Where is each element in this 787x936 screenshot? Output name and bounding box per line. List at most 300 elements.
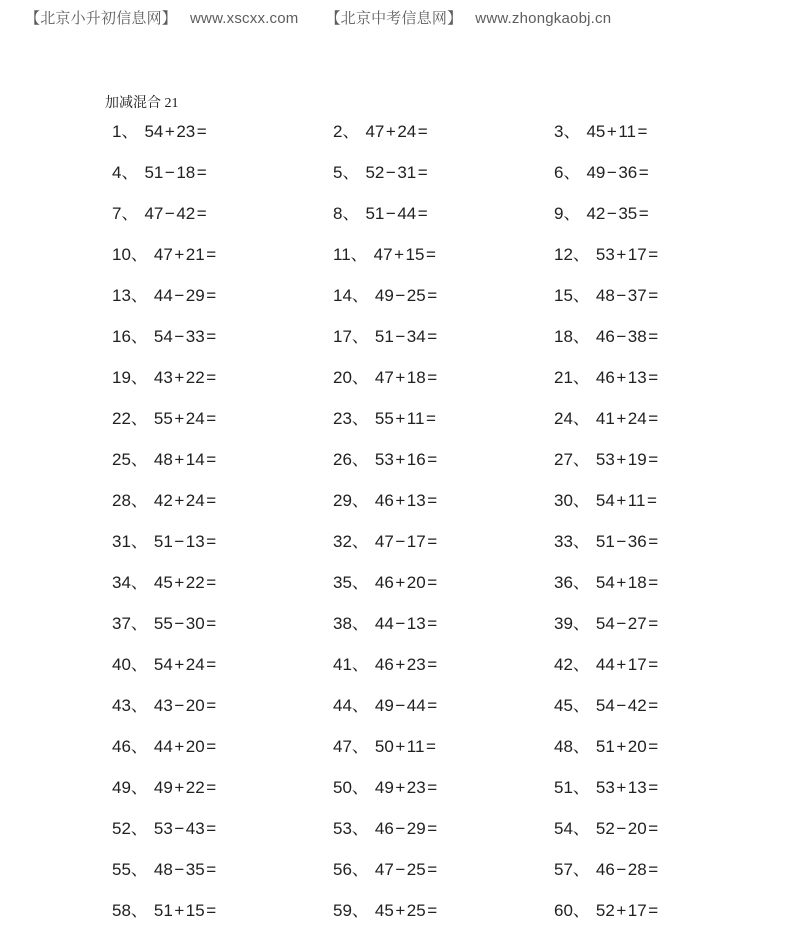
- operand-b: 18: [627, 573, 647, 592]
- equals-sign: =: [648, 573, 659, 592]
- operand-a: 54: [595, 614, 615, 633]
- site2-url: www.zhongkaobj.cn: [475, 10, 612, 27]
- operator: −: [174, 614, 185, 633]
- operand-b: 35: [618, 204, 638, 223]
- problems-grid: [112, 111, 775, 931]
- equals-sign: =: [427, 286, 438, 305]
- operand-a: 51: [153, 532, 173, 551]
- operator: +: [616, 491, 627, 510]
- operand-b: 23: [176, 122, 196, 141]
- equals-sign: =: [648, 737, 659, 756]
- operand-b: 15: [185, 901, 205, 920]
- operand-b: 24: [185, 491, 205, 510]
- problem-number: 1、: [112, 122, 139, 141]
- equals-sign: =: [638, 163, 649, 182]
- operand-b: 29: [406, 819, 426, 838]
- operand-b: 35: [185, 860, 205, 879]
- problem-item: [554, 369, 775, 386]
- equals-sign: =: [206, 491, 217, 510]
- problem-number: 46、: [112, 737, 148, 756]
- operand-a: 54: [595, 491, 615, 510]
- problem-number: 38、: [333, 614, 369, 633]
- problem-item: [112, 738, 333, 755]
- problem-item: [112, 410, 333, 427]
- operand-b: 36: [627, 532, 647, 551]
- problem-number: 5、: [333, 163, 360, 182]
- operator: −: [174, 286, 185, 305]
- operand-b: 17: [627, 655, 647, 674]
- operand-a: 55: [153, 409, 173, 428]
- problem-number: 10、: [112, 245, 148, 264]
- operand-b: 27: [627, 614, 647, 633]
- operator: +: [616, 901, 627, 920]
- operator: +: [395, 409, 406, 428]
- operator: +: [395, 901, 406, 920]
- operand-b: 13: [627, 368, 647, 387]
- equals-sign: =: [425, 409, 436, 428]
- equals-sign: =: [648, 327, 659, 346]
- operand-b: 22: [185, 368, 205, 387]
- operand-b: 13: [627, 778, 647, 797]
- problem-item: [333, 492, 554, 509]
- site1-name: 【北京小升初信息网】: [25, 10, 178, 27]
- problem-number: 50、: [333, 778, 369, 797]
- operand-a: 47: [153, 245, 173, 264]
- operator: −: [395, 532, 406, 551]
- equals-sign: =: [417, 204, 428, 223]
- problem-number: 52、: [112, 819, 148, 838]
- operand-a: 49: [153, 778, 173, 797]
- equals-sign: =: [417, 122, 428, 141]
- operand-a: 44: [595, 655, 615, 674]
- operand-b: 25: [406, 901, 426, 920]
- problem-number: 43、: [112, 696, 148, 715]
- operator: +: [616, 778, 627, 797]
- problem-item: [333, 328, 554, 345]
- problem-item: [112, 369, 333, 386]
- operand-a: 54: [153, 655, 173, 674]
- problem-item: [112, 492, 333, 509]
- problem-item: [112, 123, 333, 140]
- problem-number: 56、: [333, 860, 369, 879]
- problem-number: 55、: [112, 860, 148, 879]
- operand-a: 46: [374, 819, 394, 838]
- operand-b: 44: [406, 696, 426, 715]
- problem-item: [333, 738, 554, 755]
- equals-sign: =: [196, 122, 207, 141]
- operand-b: 38: [627, 327, 647, 346]
- problem-item: [333, 615, 554, 632]
- problem-item: [112, 164, 333, 181]
- problem-item: [333, 410, 554, 427]
- operator: +: [174, 737, 185, 756]
- operand-b: 11: [618, 122, 636, 141]
- operator: +: [616, 409, 627, 428]
- operand-b: 24: [185, 655, 205, 674]
- operator: +: [174, 491, 185, 510]
- operand-a: 52: [595, 819, 615, 838]
- problem-number: 3、: [554, 122, 581, 141]
- problem-item: [333, 902, 554, 919]
- problem-number: 35、: [333, 573, 369, 592]
- equals-sign: =: [648, 696, 659, 715]
- operand-a: 49: [374, 286, 394, 305]
- operator: −: [164, 163, 175, 182]
- operand-b: 33: [185, 327, 205, 346]
- equals-sign: =: [648, 860, 659, 879]
- operator: −: [395, 860, 406, 879]
- problem-item: [333, 861, 554, 878]
- equals-sign: =: [206, 245, 217, 264]
- operand-a: 54: [595, 573, 615, 592]
- operator: +: [606, 122, 617, 141]
- problem-number: 36、: [554, 573, 590, 592]
- problem-item: [112, 574, 333, 591]
- problem-item: [554, 820, 775, 837]
- problem-number: 33、: [554, 532, 590, 551]
- operand-a: 45: [374, 901, 394, 920]
- operator: −: [395, 327, 406, 346]
- problem-number: 58、: [112, 901, 148, 920]
- problem-item: [112, 697, 333, 714]
- operand-a: 53: [595, 450, 615, 469]
- operand-a: 47: [144, 204, 164, 223]
- operator: +: [164, 122, 175, 141]
- operand-b: 13: [185, 532, 205, 551]
- operator: +: [174, 368, 185, 387]
- equals-sign: =: [648, 614, 659, 633]
- problem-number: 21、: [554, 368, 590, 387]
- operand-a: 52: [365, 163, 385, 182]
- operand-a: 46: [595, 860, 615, 879]
- worksheet-title: 加减混合 21: [105, 96, 179, 111]
- equals-sign: =: [648, 368, 659, 387]
- operand-b: 18: [406, 368, 426, 387]
- operand-a: 52: [595, 901, 615, 920]
- problem-item: [554, 287, 775, 304]
- operand-a: 51: [595, 532, 615, 551]
- operand-a: 47: [374, 860, 394, 879]
- equals-sign: =: [427, 778, 438, 797]
- operand-b: 44: [397, 204, 417, 223]
- operator: +: [616, 245, 627, 264]
- operand-a: 53: [374, 450, 394, 469]
- operand-b: 24: [397, 122, 417, 141]
- problem-item: [333, 205, 554, 222]
- operator: +: [395, 778, 406, 797]
- problem-item: [554, 410, 775, 427]
- operand-b: 24: [185, 409, 205, 428]
- site-header: [25, 7, 611, 28]
- site2-name: 【北京中考信息网】: [325, 10, 463, 27]
- operator: +: [174, 245, 185, 264]
- equals-sign: =: [206, 901, 217, 920]
- operand-b: 20: [627, 737, 647, 756]
- problem-item: [112, 820, 333, 837]
- operator: −: [174, 532, 185, 551]
- operand-a: 55: [374, 409, 394, 428]
- operator: +: [174, 450, 185, 469]
- operand-b: 15: [405, 245, 425, 264]
- problem-number: 53、: [333, 819, 369, 838]
- equals-sign: =: [206, 614, 217, 633]
- problem-number: 60、: [554, 901, 590, 920]
- problem-item: [112, 615, 333, 632]
- problem-number: 41、: [333, 655, 369, 674]
- operand-a: 46: [374, 573, 394, 592]
- problem-item: [112, 902, 333, 919]
- problem-number: 57、: [554, 860, 590, 879]
- operator: −: [616, 532, 627, 551]
- operator: −: [164, 204, 175, 223]
- operator: −: [616, 327, 627, 346]
- operand-b: 28: [627, 860, 647, 879]
- problem-number: 13、: [112, 286, 148, 305]
- problem-item: [554, 123, 775, 140]
- operand-a: 54: [595, 696, 615, 715]
- equals-sign: =: [648, 245, 659, 264]
- operator: +: [174, 778, 185, 797]
- problem-item: [554, 615, 775, 632]
- equals-sign: =: [206, 655, 217, 674]
- problem-item: [333, 369, 554, 386]
- problem-item: [333, 574, 554, 591]
- problem-number: 19、: [112, 368, 148, 387]
- operand-b: 20: [185, 696, 205, 715]
- equals-sign: =: [427, 614, 438, 633]
- operand-a: 51: [365, 204, 385, 223]
- operand-b: 13: [406, 491, 426, 510]
- operand-b: 21: [185, 245, 205, 264]
- problem-item: [112, 205, 333, 222]
- operand-a: 51: [595, 737, 615, 756]
- equals-sign: =: [425, 737, 436, 756]
- equals-sign: =: [417, 163, 428, 182]
- operand-a: 46: [595, 327, 615, 346]
- equals-sign: =: [427, 655, 438, 674]
- problem-item: [333, 533, 554, 550]
- operand-b: 24: [627, 409, 647, 428]
- problem-item: [333, 656, 554, 673]
- problem-number: 27、: [554, 450, 590, 469]
- problem-item: [112, 287, 333, 304]
- operand-b: 20: [406, 573, 426, 592]
- problem-number: 23、: [333, 409, 369, 428]
- equals-sign: =: [646, 491, 657, 510]
- operator: +: [395, 737, 406, 756]
- equals-sign: =: [427, 573, 438, 592]
- problem-number: 7、: [112, 204, 139, 223]
- operator: +: [174, 573, 185, 592]
- problem-number: 22、: [112, 409, 148, 428]
- problem-number: 44、: [333, 696, 369, 715]
- problem-number: 29、: [333, 491, 369, 510]
- problem-item: [333, 246, 554, 263]
- equals-sign: =: [206, 778, 217, 797]
- problem-item: [554, 328, 775, 345]
- operator: +: [616, 450, 627, 469]
- operand-b: 11: [406, 737, 425, 756]
- problem-item: [112, 246, 333, 263]
- equals-sign: =: [427, 491, 438, 510]
- operand-b: 42: [627, 696, 647, 715]
- operand-a: 50: [374, 737, 394, 756]
- operand-a: 49: [374, 696, 394, 715]
- problem-item: [554, 574, 775, 591]
- problem-item: [554, 533, 775, 550]
- operand-a: 46: [374, 491, 394, 510]
- operand-a: 53: [595, 245, 615, 264]
- problem-item: [554, 861, 775, 878]
- operand-b: 43: [185, 819, 205, 838]
- problem-number: 34、: [112, 573, 148, 592]
- problem-item: [554, 697, 775, 714]
- operator: −: [385, 163, 396, 182]
- operand-a: 42: [586, 204, 606, 223]
- operand-a: 42: [153, 491, 173, 510]
- problem-number: 17、: [333, 327, 369, 346]
- operator: −: [385, 204, 396, 223]
- operator: +: [174, 655, 185, 674]
- operand-b: 18: [176, 163, 196, 182]
- operator: −: [395, 286, 406, 305]
- problem-number: 45、: [554, 696, 590, 715]
- equals-sign: =: [648, 778, 659, 797]
- equals-sign: =: [206, 286, 217, 305]
- problem-item: [333, 820, 554, 837]
- equals-sign: =: [196, 163, 207, 182]
- equals-sign: =: [648, 532, 659, 551]
- problem-number: 4、: [112, 163, 139, 182]
- operator: +: [395, 491, 406, 510]
- problem-number: 20、: [333, 368, 369, 387]
- operand-b: 22: [185, 573, 205, 592]
- site1-url: www.xscxx.com: [190, 10, 299, 27]
- operand-a: 44: [153, 737, 173, 756]
- equals-sign: =: [427, 368, 438, 387]
- operator: +: [385, 122, 396, 141]
- problem-number: 47、: [333, 737, 369, 756]
- problem-item: [554, 164, 775, 181]
- problem-item: [333, 164, 554, 181]
- operand-a: 46: [595, 368, 615, 387]
- operand-b: 20: [627, 819, 647, 838]
- equals-sign: =: [648, 409, 659, 428]
- problem-number: 51、: [554, 778, 590, 797]
- equals-sign: =: [206, 409, 217, 428]
- operand-b: 25: [406, 286, 426, 305]
- operand-a: 44: [374, 614, 394, 633]
- operator: −: [616, 614, 627, 633]
- problem-number: 16、: [112, 327, 148, 346]
- operand-b: 19: [627, 450, 647, 469]
- problem-number: 12、: [554, 245, 590, 264]
- operand-b: 17: [627, 901, 647, 920]
- equals-sign: =: [648, 286, 659, 305]
- problem-item: [554, 656, 775, 673]
- equals-sign: =: [427, 450, 438, 469]
- problem-number: 14、: [333, 286, 369, 305]
- operand-a: 44: [153, 286, 173, 305]
- problem-number: 11、: [333, 245, 368, 264]
- operator: +: [395, 368, 406, 387]
- equals-sign: =: [648, 450, 659, 469]
- operand-a: 49: [586, 163, 606, 182]
- problem-number: 59、: [333, 901, 369, 920]
- problem-item: [333, 451, 554, 468]
- operator: −: [616, 819, 627, 838]
- problem-item: [554, 492, 775, 509]
- problem-item: [112, 861, 333, 878]
- operand-a: 47: [374, 532, 394, 551]
- operand-a: 53: [153, 819, 173, 838]
- equals-sign: =: [427, 901, 438, 920]
- operand-a: 48: [153, 860, 173, 879]
- operand-b: 14: [185, 450, 205, 469]
- operand-a: 41: [595, 409, 615, 428]
- operand-a: 47: [373, 245, 393, 264]
- operator: −: [174, 860, 185, 879]
- equals-sign: =: [206, 860, 217, 879]
- operand-a: 54: [144, 122, 164, 141]
- operator: −: [395, 696, 406, 715]
- operator: +: [616, 737, 627, 756]
- operand-b: 25: [406, 860, 426, 879]
- operand-b: 11: [406, 409, 425, 428]
- operator: +: [395, 655, 406, 674]
- problem-number: 32、: [333, 532, 369, 551]
- equals-sign: =: [206, 819, 217, 838]
- problem-number: 15、: [554, 286, 590, 305]
- equals-sign: =: [648, 819, 659, 838]
- equals-sign: =: [427, 860, 438, 879]
- operand-a: 48: [153, 450, 173, 469]
- operator: +: [174, 409, 185, 428]
- problem-item: [333, 697, 554, 714]
- operand-b: 11: [627, 491, 646, 510]
- equals-sign: =: [427, 819, 438, 838]
- problem-number: 37、: [112, 614, 148, 633]
- problem-item: [554, 902, 775, 919]
- equals-sign: =: [206, 573, 217, 592]
- problem-number: 39、: [554, 614, 590, 633]
- operator: −: [395, 614, 406, 633]
- operand-a: 46: [374, 655, 394, 674]
- equals-sign: =: [638, 204, 649, 223]
- problem-number: 8、: [333, 204, 360, 223]
- problem-item: [554, 246, 775, 263]
- problem-number: 2、: [333, 122, 360, 141]
- operand-a: 47: [374, 368, 394, 387]
- equals-sign: =: [206, 327, 217, 346]
- problem-number: 24、: [554, 409, 590, 428]
- operand-a: 51: [144, 163, 164, 182]
- problem-item: [333, 779, 554, 796]
- problem-number: 30、: [554, 491, 590, 510]
- operand-a: 53: [595, 778, 615, 797]
- operand-b: 17: [627, 245, 647, 264]
- operator: −: [606, 163, 617, 182]
- equals-sign: =: [206, 532, 217, 551]
- operator: +: [616, 368, 627, 387]
- equals-sign: =: [427, 327, 438, 346]
- problem-number: 28、: [112, 491, 148, 510]
- operand-b: 31: [397, 163, 417, 182]
- operand-a: 45: [586, 122, 606, 141]
- problem-number: 42、: [554, 655, 590, 674]
- equals-sign: =: [427, 696, 438, 715]
- problem-item: [554, 738, 775, 755]
